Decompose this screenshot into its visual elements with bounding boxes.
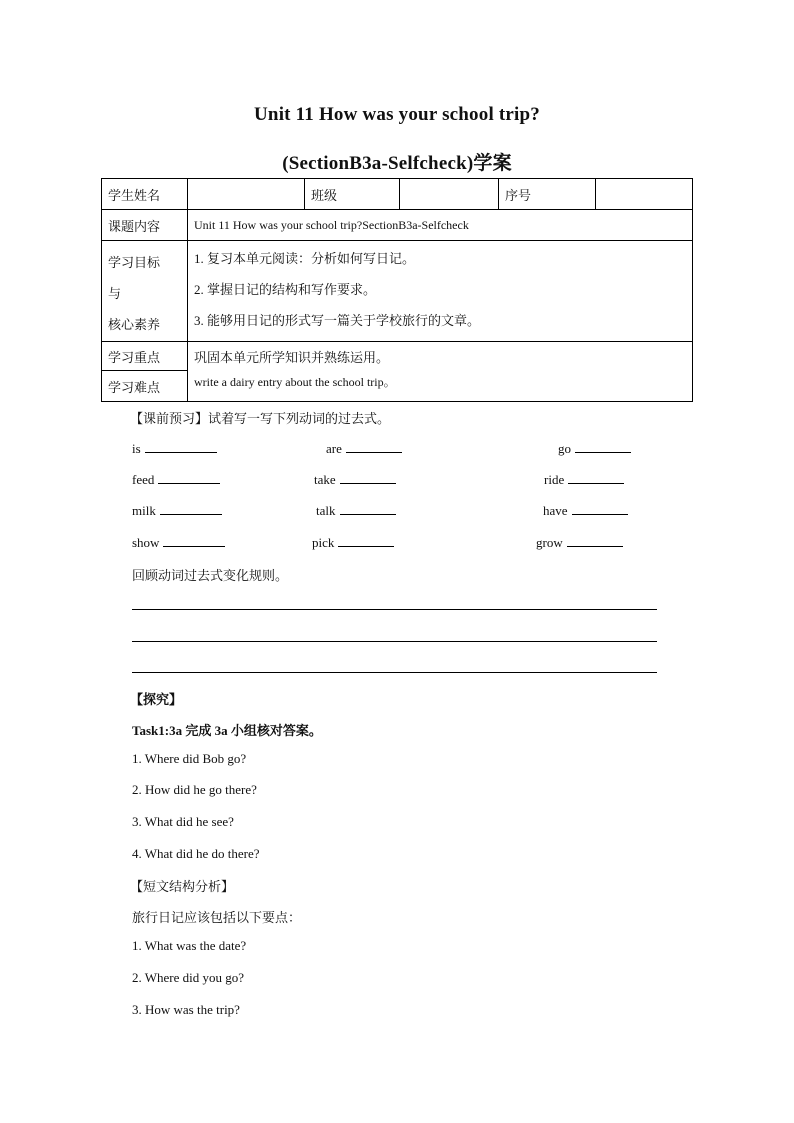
verb-item: take	[314, 471, 396, 488]
question-item: 2. How did he go there?	[132, 782, 257, 797]
goal-item: 2. 掌握日记的结构和写作要求。	[194, 282, 377, 297]
answer-blank[interactable]	[158, 471, 220, 484]
structure-intro: 旅行日记应该包括以下要点：	[132, 910, 302, 925]
answer-blank[interactable]	[340, 471, 396, 484]
key-points-value: 巩固本单元所学知识并熟练运用。	[194, 350, 390, 365]
verb-item: feed	[132, 471, 220, 488]
answer-blank[interactable]	[568, 471, 624, 484]
topic-label: 课题内容	[102, 210, 188, 241]
answer-blank[interactable]	[346, 440, 402, 453]
verb-item: grow	[536, 534, 623, 551]
answer-line[interactable]	[132, 672, 657, 673]
answer-blank[interactable]	[338, 534, 394, 547]
goals-label-line: 与	[108, 286, 122, 301]
verb-item: ride	[544, 471, 624, 488]
goals-label-line: 学习目标	[108, 255, 161, 270]
answer-blank[interactable]	[575, 440, 631, 453]
key-difficult-values	[188, 342, 693, 402]
verb-item: show	[132, 534, 225, 551]
answer-blank[interactable]	[145, 440, 217, 453]
difficult-points-value: write a dairy entry about the school trip。	[194, 375, 396, 389]
verb-item: milk	[132, 502, 222, 519]
verb-item: are	[326, 440, 402, 457]
number-label: 序号	[499, 179, 596, 210]
name-label: 学生姓名	[102, 179, 188, 210]
answer-blank[interactable]	[340, 502, 396, 515]
page-title: Unit 11 How was your school trip?	[254, 104, 540, 125]
structure-point: 3. How was the trip?	[132, 1002, 240, 1017]
review-prompt: 回顾动词过去式变化规则。	[132, 568, 289, 583]
number-field[interactable]	[596, 179, 693, 210]
structure-point: 2. Where did you go?	[132, 970, 245, 985]
goal-item: 3. 能够用日记的形式写一篇关于学校旅行的文章。	[194, 313, 481, 328]
info-table	[101, 178, 693, 402]
answer-blank[interactable]	[160, 502, 222, 515]
difficult-points-label: 学习难点	[102, 371, 188, 402]
question-item: 4. What did he do there?	[132, 846, 260, 861]
goal-item: 1. 复习本单元阅读：分析如何写日记。	[194, 251, 416, 266]
goals-list	[188, 241, 693, 342]
name-field[interactable]	[188, 179, 305, 210]
class-field[interactable]	[400, 179, 499, 210]
task-heading: Task1:3a 完成 3a 小组核对答案。	[132, 723, 322, 738]
verb-item: go	[558, 440, 631, 457]
verb-item: pick	[312, 534, 394, 551]
preview-heading: 【课前预习】试着写一写下列动词的过去式。	[130, 411, 391, 426]
verb-item: is	[132, 440, 217, 457]
question-item: 1. Where did Bob go?	[132, 751, 247, 766]
question-item: 3. What did he see?	[132, 814, 234, 829]
key-points-label: 学习重点	[102, 342, 188, 371]
explore-heading: 【探究】	[130, 692, 183, 707]
answer-blank[interactable]	[163, 534, 225, 547]
structure-heading: 【短文结构分析】	[130, 879, 235, 894]
topic-value: Unit 11 How was your school trip?SectionB3a-Selfcheck	[188, 210, 693, 241]
goals-label-line: 核心素养	[108, 317, 161, 332]
structure-point: 1. What was the date?	[132, 938, 247, 953]
goals-label	[102, 241, 188, 342]
page-subtitle: (SectionB3a-Selfcheck)学案	[282, 153, 512, 174]
class-label: 班级	[305, 179, 400, 210]
verb-item: have	[543, 502, 628, 519]
answer-line[interactable]	[132, 609, 657, 610]
answer-blank[interactable]	[567, 534, 623, 547]
answer-blank[interactable]	[572, 502, 628, 515]
answer-line[interactable]	[132, 641, 657, 642]
verb-item: talk	[316, 502, 396, 519]
